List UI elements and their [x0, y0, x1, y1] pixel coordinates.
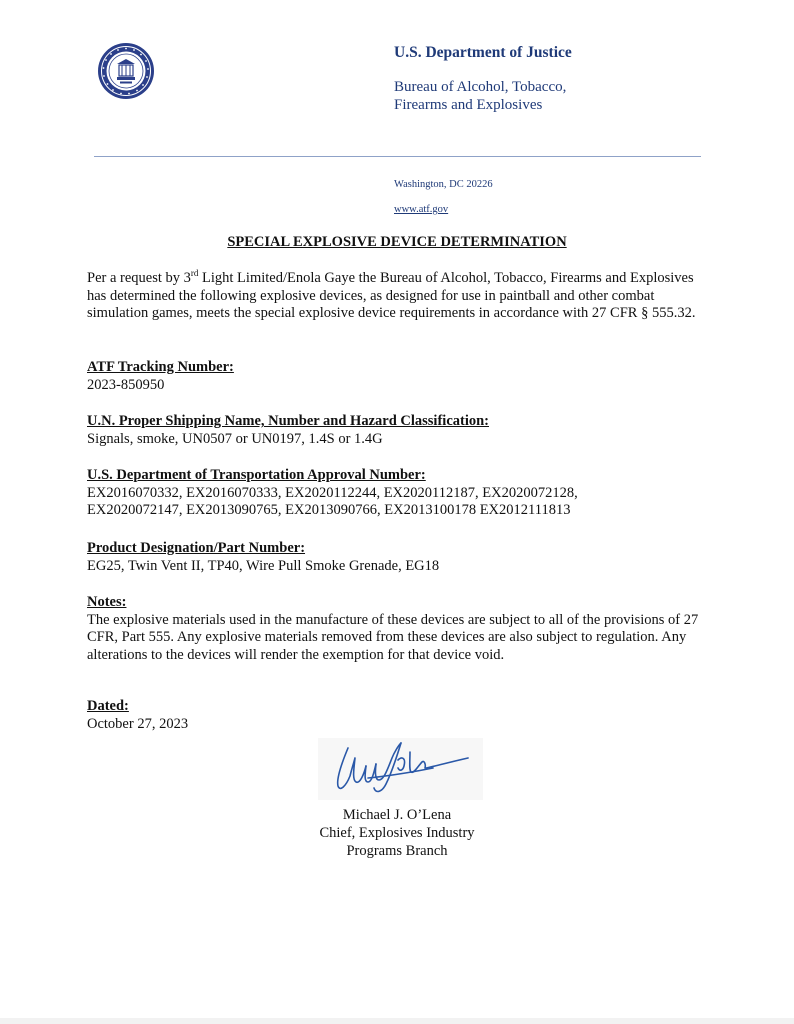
- intro-paragraph: [87, 270, 712, 323]
- notes-text: The explosive materials used in the manufacture of these devices are subject to all of the provisions of 27 CFR, Part 555. Any explosive materials removed from these devices are also subject to regulation. Any alterations to the devices will render the exemption for that device void.: [87, 611, 699, 663]
- dated-value: October 27, 2023: [87, 715, 189, 732]
- product-heading: Product Designation/Part Number:: [87, 540, 306, 556]
- header-divider: [94, 156, 701, 157]
- signer-name: Michael J. O’Lena: [342, 807, 452, 823]
- notes-heading: Notes:: [87, 594, 127, 610]
- tracking-number: 2023-850950: [87, 376, 165, 393]
- dated-section: [87, 698, 712, 733]
- dot-numbers-line-1: EX2016070332, EX2016070333, EX2020112244, EX2020112187, EX2020072128,: [87, 484, 578, 501]
- department-name: U.S. Department of Justice: [394, 44, 572, 61]
- letterhead: [394, 44, 572, 114]
- shipping-classification: Signals, smoke, UN0507 or UN0197, 1.4S or 1.4G: [87, 430, 383, 447]
- shipping-section: [87, 413, 712, 448]
- dot-numbers-line-2: EX2020072147, EX2013090765, EX2013090766, EX2013100178 EX2012111813: [87, 502, 571, 518]
- notes-section: [87, 594, 712, 664]
- shipping-heading: U.N. Proper Shipping Name, Number and Hazard Classification:: [87, 413, 489, 429]
- website-link[interactable]: www.atf.gov: [394, 204, 449, 215]
- bureau-line-1: Bureau of Alcohol, Tobacco,: [394, 79, 567, 95]
- product-section: [87, 540, 712, 575]
- signer-title-line-2: Programs Branch: [346, 843, 448, 859]
- doj-seal-icon: [97, 42, 155, 100]
- product-designation: EG25, Twin Vent II, TP40, Wire Pull Smoke Grenade, EG18: [87, 557, 440, 574]
- dot-approval-section: [87, 467, 712, 520]
- office-address: Washington, DC 20226: [394, 179, 493, 190]
- intro-text-start: Per a request by 3: [87, 270, 191, 286]
- tracking-section: [87, 359, 712, 394]
- bureau-line-2: Firearms and Explosives: [394, 97, 543, 113]
- tracking-heading: ATF Tracking Number:: [87, 359, 234, 375]
- intro-text-rest: Light Limited/Enola Gaye the Bureau of Alcohol, Tobacco, Firearms and Explosives has determined the following explosive devices, as designed for use in paintball and other combat simulation games, meets the special explosive device requirements in accordance with 27 CFR § 555.32.: [87, 270, 696, 321]
- signer-title-line-1: Chief, Explosives Industry: [319, 825, 475, 841]
- signature-area: [318, 738, 483, 800]
- intro-superscript: rd: [190, 268, 199, 279]
- dated-heading: Dated:: [87, 698, 129, 714]
- handwritten-signature: [318, 738, 483, 800]
- page-bottom-edge: [0, 1018, 794, 1024]
- signer-block: [0, 806, 794, 860]
- document-title: SPECIAL EXPLOSIVE DEVICE DETERMINATION: [227, 234, 567, 250]
- dot-heading: U.S. Department of Transportation Approval Number:: [87, 467, 426, 483]
